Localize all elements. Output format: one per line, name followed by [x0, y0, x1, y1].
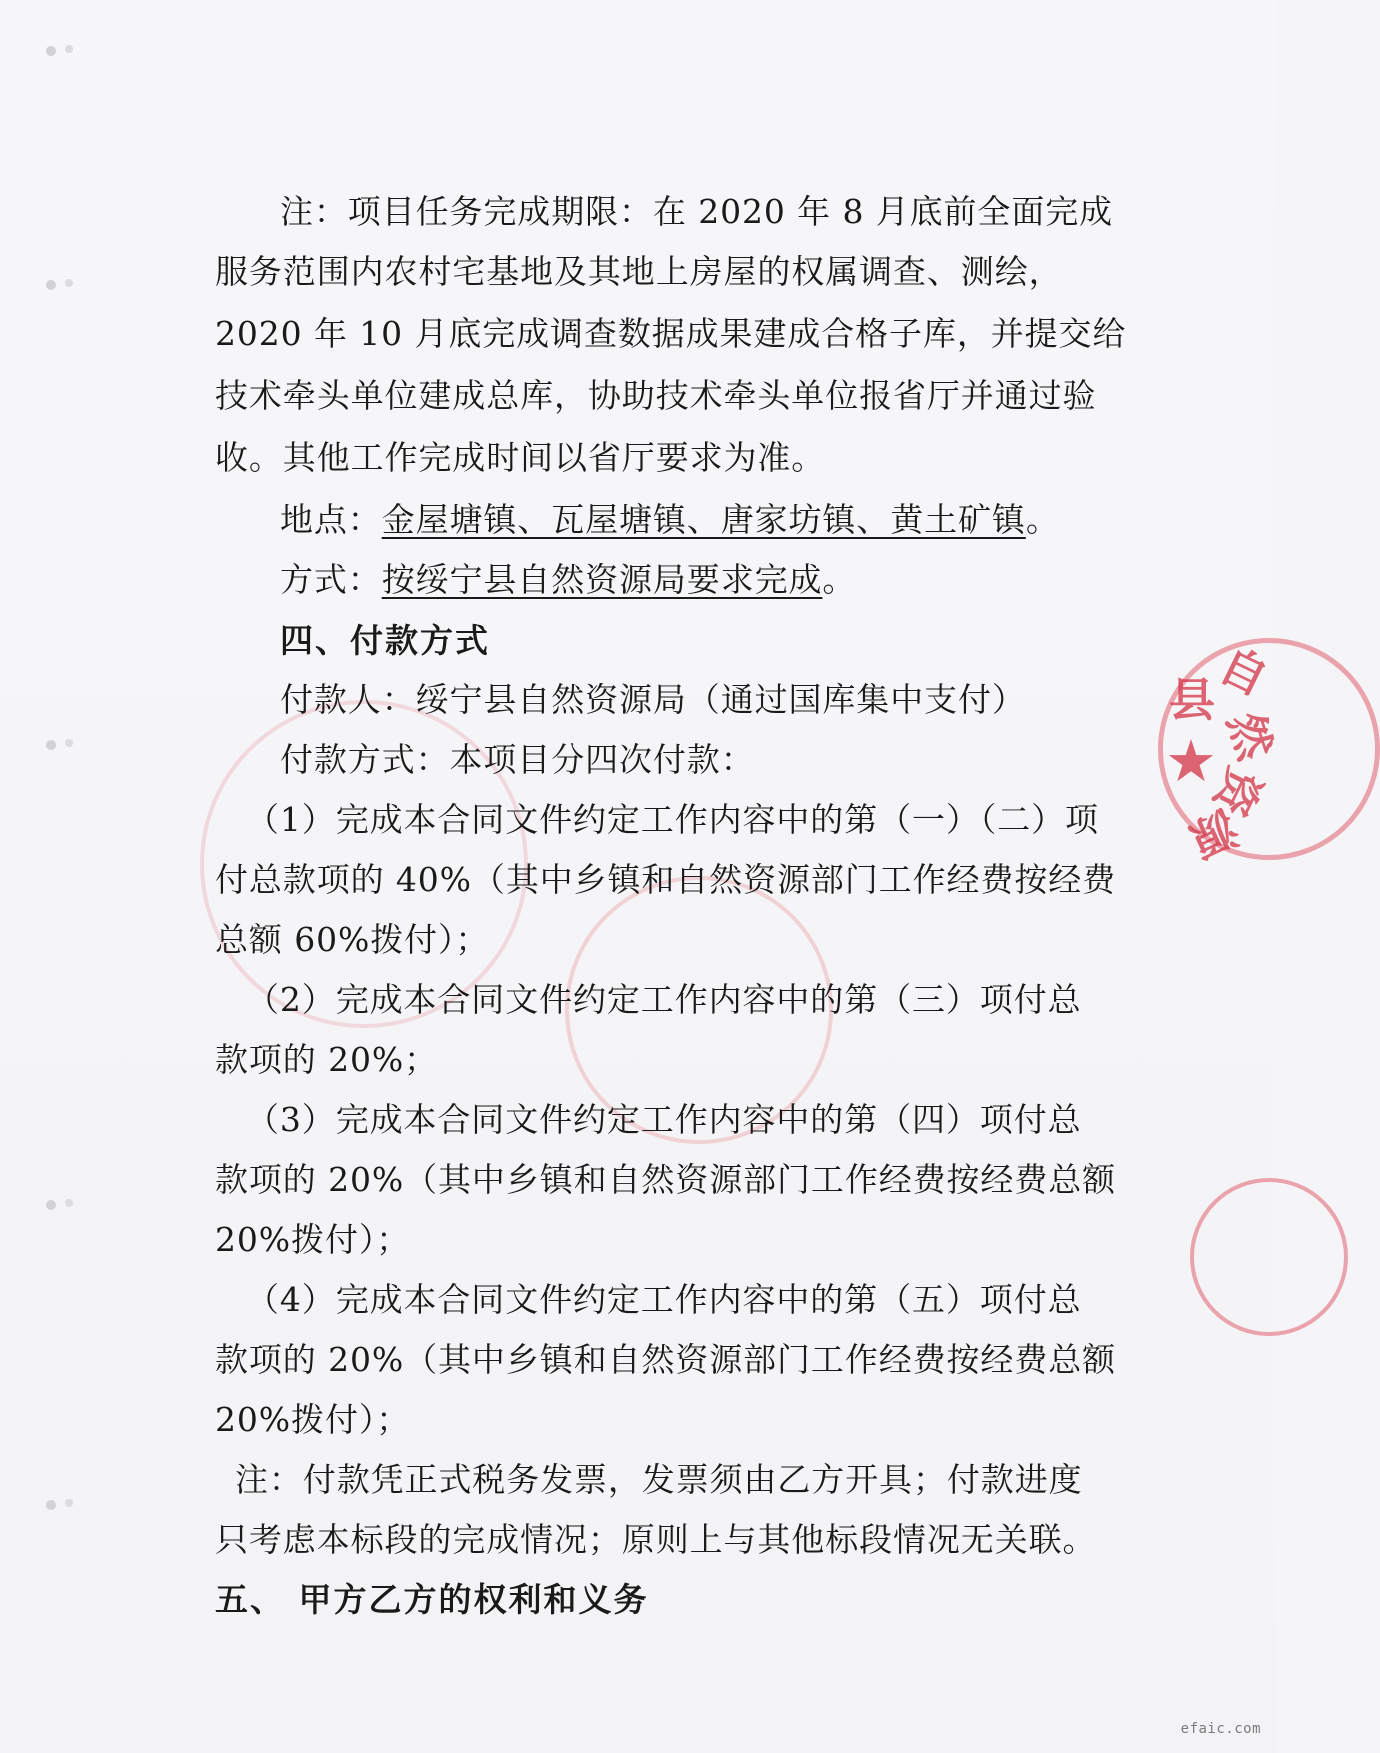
payment-item-line: 款项的 20%（其中乡镇和自然资源部门工作经费按经费总额: [215, 1160, 1117, 1199]
method-value: 按绥宁县自然资源局要求完成: [381, 560, 823, 599]
watermark: efaic.com: [1180, 1721, 1261, 1737]
seal-char: 县: [1169, 673, 1215, 727]
payment-item-line: 20%拨付）；: [215, 1400, 411, 1439]
payment-note-line: 只考虑本标段的完成情况；原则上与其他标段情况无关联。: [215, 1520, 1097, 1559]
payment-item-line: （4）完成本合同文件约定工作内容中的第（五）项付总: [246, 1280, 1082, 1319]
method-line: [280, 558, 856, 602]
seal-char: 然: [1217, 705, 1283, 767]
payment-item-line: （2）完成本合同文件约定工作内容中的第（三）项付总: [246, 980, 1082, 1019]
payment-item-line: 付总款项的 40%（其中乡镇和自然资源部门工作经费按经费: [215, 860, 1117, 899]
location-end: 。: [1025, 500, 1060, 539]
note-line: 收。其他工作完成时间以省厅要求为准。: [215, 438, 826, 477]
section-heading: 四、付款方式: [280, 621, 490, 660]
seal-char: 资: [1202, 759, 1272, 825]
payment-note-line: 注：付款凭正式税务发票，发票须由乙方开具；付款进度: [235, 1460, 1083, 1499]
binding-hole: [46, 46, 56, 56]
payment-item-line: 总额 60%拨付）；: [215, 920, 490, 959]
section-heading: 五、 甲方乙方的权利和义务: [215, 1580, 649, 1619]
binding-hole: [46, 280, 56, 290]
note-line: 2020 年 10 月底完成调查数据成果建成合格子库，并提交给: [215, 314, 1127, 353]
method-end: 。: [822, 560, 857, 599]
seal-star-icon: ★: [1165, 727, 1217, 795]
official-seal-secondary: [1190, 1178, 1348, 1336]
binding-hole: [46, 740, 56, 750]
payment-item-line: 20%拨付）；: [215, 1220, 411, 1259]
payer-line: 付款人：绥宁县自然资源局（通过国库集中支付）: [280, 680, 1026, 719]
note-line: 技术牵头单位建成总库，协助技术牵头单位报省厅并通过验: [215, 376, 1097, 415]
binding-hole: [46, 1500, 56, 1510]
payment-item-line: （1）完成本合同文件约定工作内容中的第（一）（二）项: [246, 800, 1099, 839]
payment-item-line: （3）完成本合同文件约定工作内容中的第（四）项付总: [246, 1100, 1082, 1139]
note-line: 服务范围内农村宅基地及其地上房屋的权属调查、测绘，: [215, 252, 1063, 291]
payment-item-line: 款项的 20%（其中乡镇和自然资源部门工作经费按经费总额: [215, 1340, 1117, 1379]
method-label: 方式：: [280, 560, 382, 599]
note-line: 注：项目任务完成期限：在 2020 年 8 月底前全面完成: [280, 192, 1114, 231]
seal-char: 源: [1181, 799, 1246, 868]
payment-item-line: 款项的 20%；: [215, 1040, 439, 1079]
location-value: 金屋塘镇、瓦屋塘镇、唐家坊镇、黄土矿镇: [381, 500, 1026, 539]
location-label: 地点：: [280, 500, 382, 539]
payment-method-line: 付款方式：本项目分四次付款：: [280, 740, 755, 779]
binding-holes: [46, 20, 66, 1720]
location-line: [280, 498, 1060, 542]
binding-hole: [46, 1200, 56, 1210]
seal-char: 自: [1211, 637, 1277, 707]
